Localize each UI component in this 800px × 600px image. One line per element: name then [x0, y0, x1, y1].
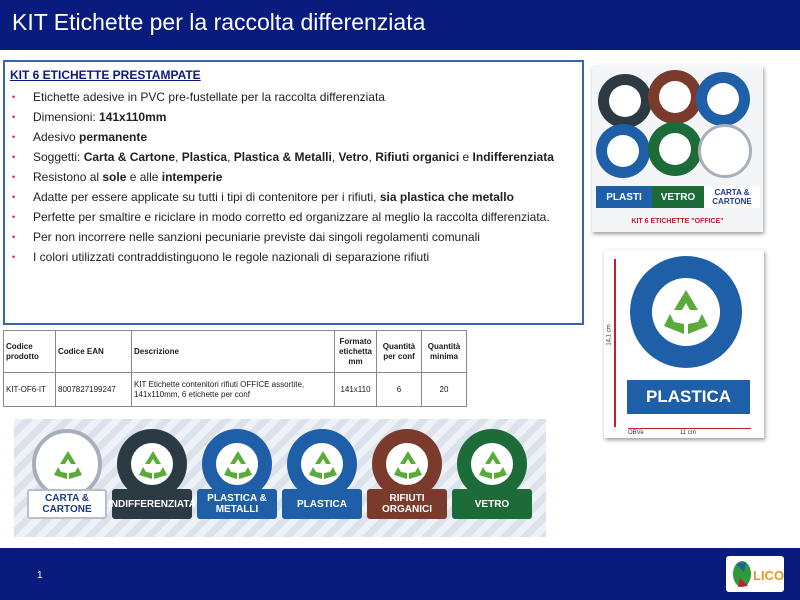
- label-disk: [598, 74, 652, 128]
- logo-text: LICO: [753, 568, 784, 583]
- feature-item: [33, 129, 573, 145]
- table-header-row: [4, 331, 467, 373]
- description-title: KIT 6 ETICHETTE PRESTAMPATE: [10, 68, 201, 82]
- plastica-disk: [630, 256, 742, 368]
- corner-label: OBVe: [628, 430, 644, 436]
- table-cell: KIT-OF6-IT: [4, 373, 56, 407]
- recycle-label: [367, 429, 447, 529]
- feature-text: ,: [227, 150, 234, 164]
- label-bar: PLASTICA & METALLI: [197, 489, 277, 519]
- labels-strip-image: [14, 419, 546, 537]
- parrot-logo-icon: [726, 556, 784, 592]
- height-label: 14,1 cm: [606, 324, 613, 346]
- feature-text: Soggetti:: [33, 150, 84, 164]
- office-kit-photo: [592, 66, 763, 232]
- feature-text: Per non incorrere nelle sanzioni pecuniarie previste dai singoli regolamenti comunali: [33, 230, 480, 244]
- feature-text: ,: [331, 150, 339, 164]
- table-cell: 141x110: [335, 373, 377, 407]
- header-cell: Codice prodotto: [4, 331, 56, 373]
- photo-caption: KIT 6 ETICHETTE "OFFICE": [631, 218, 724, 225]
- plastica-bar: PLASTICA: [627, 380, 750, 414]
- label-bar: VETRO: [452, 489, 532, 519]
- feature-text: Adatte per essere applicate su tutti i tipi di contenitore per i rifiuti,: [33, 190, 380, 204]
- recycle-icon: [303, 445, 343, 485]
- label-bar: INDIFFERENZIATA: [112, 489, 192, 519]
- label-disk: [648, 70, 702, 124]
- page-number: 1: [37, 570, 43, 581]
- feature-emphasis: Rifiuti organici: [375, 150, 460, 164]
- recycle-icon: [473, 445, 513, 485]
- width-label: 11 cm: [680, 430, 696, 436]
- recycle-icon: [388, 445, 428, 485]
- label-disk: [698, 124, 752, 178]
- recycle-label: [452, 429, 532, 529]
- label-bar: CARTA & CARTONE: [27, 489, 107, 519]
- header-cell: Quantità minima: [422, 331, 467, 373]
- recycle-label: [197, 429, 277, 529]
- feature-item: [33, 209, 573, 225]
- header-cell: Descrizione: [132, 331, 335, 373]
- title-bar: [0, 0, 800, 50]
- plastica-label-photo: [604, 250, 764, 438]
- feature-text: Perfette per smaltire e riciclare in modo corretto ed organizzare al meglio la raccolta differenziata.: [33, 210, 550, 224]
- feature-list: [33, 89, 573, 269]
- label-disk: [696, 72, 750, 126]
- feature-emphasis: Carta & Cartone: [83, 150, 176, 164]
- width-dimension-line: [628, 428, 751, 429]
- feature-item: [33, 249, 573, 265]
- footer-bar: [0, 548, 800, 600]
- header-cell: Quantità per conf: [377, 331, 422, 373]
- table-cell: 6: [377, 373, 422, 407]
- label-bar: PLASTICA: [282, 489, 362, 519]
- description-box: [3, 60, 584, 325]
- table-cell: KIT Etichette contenitori rifiuti OFFICE assortite, 141x110mm, 6 etichette per conf: [132, 373, 335, 407]
- recycle-label: [27, 429, 107, 529]
- feature-emphasis: sia plastica che metallo: [379, 190, 514, 204]
- feature-item: [33, 149, 573, 165]
- label-bar: PLASTI: [596, 186, 652, 208]
- recycle-icon: [48, 445, 88, 485]
- recycle-icon: [218, 445, 258, 485]
- label-disk: [596, 124, 650, 178]
- feature-text: I colori utilizzati contraddistinguono le regole nazionali di separazione rifiuti: [33, 250, 430, 264]
- recycle-icon: [133, 445, 173, 485]
- table-cell: 20: [422, 373, 467, 407]
- feature-text: e: [459, 150, 473, 164]
- page-title: KIT Etichette per la raccolta differenziata: [12, 9, 426, 35]
- label-bar: VETRO: [652, 186, 704, 208]
- feature-item: [33, 89, 573, 105]
- feature-text: Dimensioni:: [33, 110, 100, 124]
- feature-emphasis: intemperie: [161, 170, 223, 184]
- height-dimension-line: [614, 259, 616, 427]
- feature-text: Resistono al: [33, 170, 103, 184]
- feature-text: e alle: [126, 170, 162, 184]
- product-table: [3, 330, 467, 407]
- label-bar: CARTA & CARTONE: [704, 186, 760, 208]
- feature-emphasis: Vetro: [338, 150, 369, 164]
- recycle-icon: [652, 278, 720, 346]
- feature-item: [33, 109, 573, 125]
- table-cell: 8007827199247: [56, 373, 132, 407]
- feature-emphasis: permanente: [79, 130, 148, 144]
- feature-emphasis: Plastica: [181, 150, 228, 164]
- feature-emphasis: Plastica & Metalli: [233, 150, 332, 164]
- feature-text: Etichette adesive in PVC pre-fustellate per la raccolta differenziata: [33, 90, 385, 104]
- recycle-icon-holder: [652, 278, 720, 346]
- recycle-label: [108, 429, 196, 529]
- feature-item: [33, 169, 573, 185]
- feature-text: ,: [368, 150, 376, 164]
- recycle-label: [282, 429, 362, 529]
- feature-emphasis: Indifferenziata: [472, 150, 554, 164]
- label-disk: [648, 122, 702, 176]
- feature-text: Adesivo: [33, 130, 80, 144]
- feature-item: [33, 189, 573, 205]
- feature-emphasis: sole: [102, 170, 127, 184]
- label-bar: RIFIUTI ORGANICI: [367, 489, 447, 519]
- header-cell: Codice EAN: [56, 331, 132, 373]
- header-cell: Formato etichetta mm: [335, 331, 377, 373]
- feature-emphasis: 141x110mm: [99, 110, 167, 124]
- feature-item: [33, 229, 573, 245]
- table-row: [4, 373, 467, 407]
- company-logo: [726, 556, 784, 592]
- feature-text: ,: [175, 150, 182, 164]
